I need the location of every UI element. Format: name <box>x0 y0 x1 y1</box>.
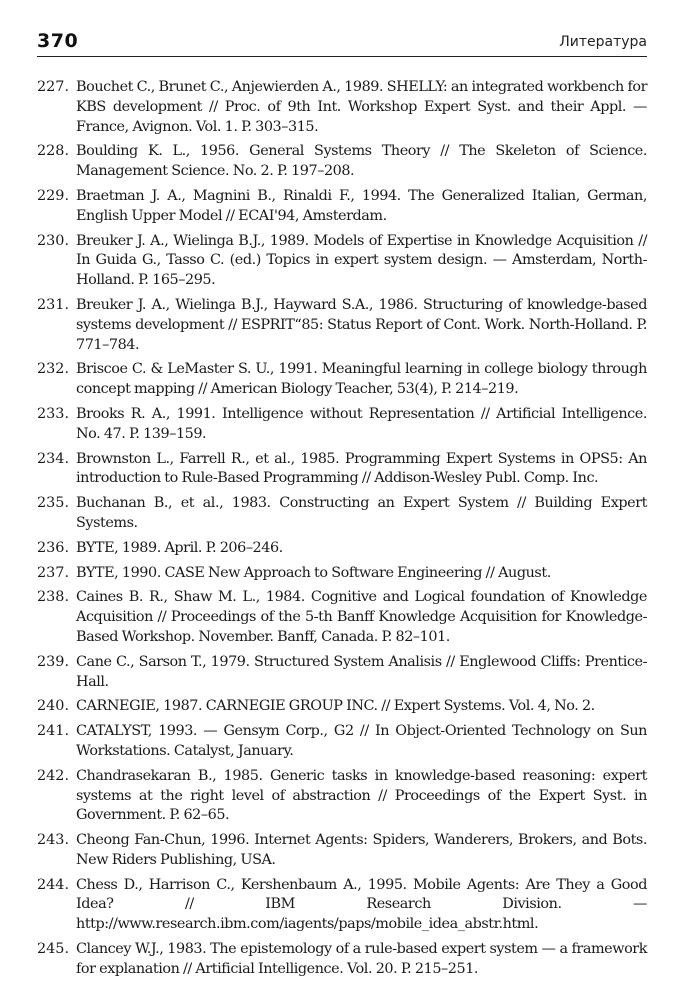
reference-number: 243. <box>37 832 70 849</box>
reference-item <box>37 232 647 291</box>
reference-item <box>37 653 647 693</box>
reference-list <box>37 78 647 985</box>
reference-number: 237. <box>37 564 70 581</box>
reference-number: 240. <box>37 698 70 715</box>
reference-item <box>37 78 647 137</box>
reference-item <box>37 360 647 400</box>
reference-number: 235. <box>37 495 70 512</box>
reference-text: Bouchet C., Brunet C., Anjewierden A., 1989. SHELLY: an integrated workbench for KBS development // Proc. of 9th Int. Workshop Expert Syst. and their Appl. — France, Avignon. Vol. 1. P. 303–315. <box>76 79 647 135</box>
reference-text: BYTE, 1989. April. P. 206–246. <box>76 539 283 556</box>
reference-number: 242. <box>37 767 70 784</box>
running-title: Литература <box>559 34 647 50</box>
reference-item <box>37 450 647 490</box>
reference-item <box>37 296 647 355</box>
reference-text: Cheong Fan-Chun, 1996. Internet Agents: Spiders, Wanderers, Brokers, and Bots. New Riders Publishing, USA. <box>76 832 647 868</box>
reference-item <box>37 539 647 559</box>
reference-text: Chandrasekaran B., 1985. Generic tasks in knowledge-based reasoning: expert systems at the right level of abstraction // Proceedings of the Expert Syst. in Government. P. 62–65. <box>76 767 647 824</box>
reference-item <box>37 767 647 826</box>
reference-item <box>37 142 647 182</box>
reference-item <box>37 940 647 980</box>
reference-item <box>37 494 647 534</box>
reference-text: BYTE, 1990. CASE New Approach to Software Engineering // August. <box>76 564 551 581</box>
reference-number: 227. <box>37 79 70 95</box>
reference-number: 230. <box>37 232 70 249</box>
reference-number: 245. <box>37 941 70 958</box>
reference-number: 239. <box>37 653 70 670</box>
reference-item <box>37 876 647 935</box>
reference-text: CATALYST, 1993. — Gensym Corp., G2 // In Object-Oriented Technology on Sun Workstations. Catalyst, January. <box>76 723 647 759</box>
reference-item <box>37 588 647 647</box>
page-header <box>37 30 647 57</box>
reference-number: 229. <box>37 187 70 204</box>
reference-item <box>37 564 647 584</box>
reference-number: 244. <box>37 876 70 893</box>
reference-text: Clancey W.J., 1983. The epistemology of a rule-based expert system — a framework for explanation // Artificial Intelligence. Vol. 20. P. 215–251. <box>76 941 647 977</box>
reference-item <box>37 831 647 871</box>
page-number: 370 <box>37 30 79 52</box>
reference-text: Briscoe C. & LeMaster S. U., 1991. Meaningful learning in college biology through concept mapping // American Biology Teacher, 53(4), P. 214–219. <box>76 361 647 398</box>
reference-number: 232. <box>37 361 70 378</box>
reference-text: Brownston L., Farrell R., et al., 1985. Programming Expert Systems in OPS5: An introduction to Rule-Based Programming // Addison-Wesley Publ. Comp. Inc. <box>76 450 647 487</box>
reference-item <box>37 405 647 445</box>
reference-text: Buchanan B., et al., 1983. Constructing an Expert System // Building Expert Systems. <box>76 495 647 531</box>
reference-number: 238. <box>37 589 70 606</box>
reference-number: 236. <box>37 539 70 556</box>
reference-item <box>37 722 647 762</box>
reference-number: 231. <box>37 296 70 313</box>
reference-text: CARNEGIE, 1987. CARNEGIE GROUP INC. // Expert Systems. Vol. 4, No. 2. <box>76 698 595 715</box>
reference-text: Breuker J. A., Wielinga B.J., 1989. Models of Expertise in Knowledge Acquisition // In Guida G., Tasso C. (ed.) Topics in expert system design. — Amsterdam, North-Holland. P. 165–295. <box>76 232 647 289</box>
reference-text: Cane C., Sarson T., 1979. Structured System Analisis // Englewood Cliffs: Prentice-Hall. <box>76 653 647 690</box>
reference-text: Chess D., Harrison C., Kershenbaum A., 1995. Mobile Agents: Are They a Good Idea? // IBM Research Division. — http://www.research.ibm.com/iagents/paps/mobile_idea_abstr.html. <box>76 876 647 933</box>
reference-item <box>37 187 647 227</box>
reference-number: 228. <box>37 143 70 160</box>
reference-text: Brooks R. A., 1991. Intelligence without Representation // Artificial Intelligence. No. 47. P. 139–159. <box>76 405 647 442</box>
reference-text: Braetman J. A., Magnini B., Rinaldi F., 1994. The Generalized Italian, German, English Upper Model // ECAI'94, Amsterdam. <box>76 187 647 224</box>
reference-number: 234. <box>37 450 70 467</box>
reference-text: Caines B. R., Shaw M. L., 1984. Cognitive and Logical foundation of Knowledge Acquisition // Proceedings of the 5-th Banff Knowledge Acquisition for Knowledge-Based Workshop. November. Banff, Canada. P. 82–101. <box>76 589 647 645</box>
reference-number: 241. <box>37 723 70 740</box>
reference-text: Boulding K. L., 1956. General Systems Theory // The Skeleton of Science. Management Science. No. 2. P. 197–208. <box>76 143 647 180</box>
reference-item <box>37 697 647 717</box>
reference-text: Breuker J. A., Wielinga B.J., Hayward S.A., 1986. Structuring of knowledge-based systems development // ESPRIT“85: Status Report of Cont. Work. North-Holland. P. 771–784. <box>76 296 647 353</box>
reference-number: 233. <box>37 405 70 422</box>
